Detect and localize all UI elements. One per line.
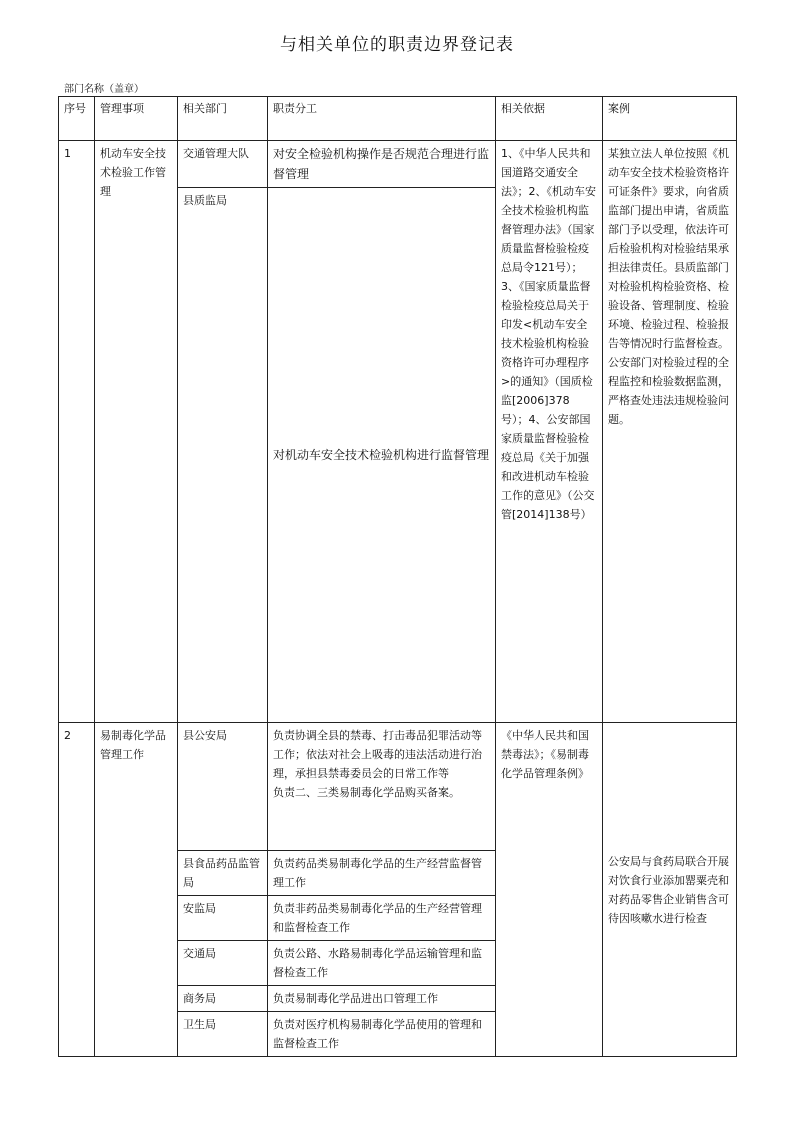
row2-case: 公安局与食药局联合开展对饮食行业添加罂粟壳和对药品零售企业销售含可待因咳嗽水进行检查 — [603, 723, 737, 1057]
row2-dept-2: 县食品药品监管局 — [178, 851, 268, 896]
row1-basis: 1、《中华人民共和国道路交通安全法》；2、《机动车安全技术检验机构监督管理办法》（国家质量监督检验检疫总局令121号）；3、《国家质量监督检验检疫总局关于印发<机动车安全技术检验机构检验资格许可办理程序>的通知》（国质检监[2006]378号）；4、公安部国家质量监督检验检疫总局《关于加强和改进机动车检验工作的意见》（公交管[2014]138号） — [496, 141, 603, 723]
row2-duty-6: 负责对医疗机构易制毒化学品使用的管理和监督检查工作 — [268, 1012, 496, 1057]
row2-dept-4: 交通局 — [178, 941, 268, 986]
row1-dept-2: 县质监局 — [178, 188, 268, 723]
row1-duty-1: 对安全检验机构操作是否规范合理进行监督管理 — [268, 141, 496, 188]
responsibility-table — [58, 96, 737, 1057]
row2-duty-2: 负责药品类易制毒化学品的生产经营监督管理工作 — [268, 851, 496, 896]
row2-dept-6: 卫生局 — [178, 1012, 268, 1057]
header-duty: 职责分工 — [268, 97, 496, 141]
row2-duty-3: 负责非药品类易制毒化学品的生产经营管理和监督检查工作 — [268, 896, 496, 941]
header-basis: 相关依据 — [496, 97, 603, 141]
row1-duty-2: 对机动车安全技术检验机构进行监督管理 — [268, 188, 496, 723]
row2-item: 易制毒化学品管理工作 — [95, 723, 178, 1057]
row2-dept-5: 商务局 — [178, 986, 268, 1012]
row1-seq: 1 — [59, 141, 95, 723]
department-name-label: 部门名称（盖章） — [64, 84, 144, 95]
row1-dept-1: 交通管理大队 — [178, 141, 268, 188]
row2-dept-3: 安监局 — [178, 896, 268, 941]
header-seq: 序号 — [59, 97, 95, 141]
header-case: 案例 — [603, 97, 737, 141]
row2-seq: 2 — [59, 723, 95, 1057]
row2-duty-4: 负责公路、水路易制毒化学品运输管理和监督检查工作 — [268, 941, 496, 986]
row1-case: 某独立法人单位按照《机动车安全技术检验资格许可证条件》要求，向省质监部门提出申请，省质监部门予以受理，依法许可后检验机构对检验结果承担法律责任。县质监部门对检验机构检验资格、检验设备、管理制度、检验环境、检验过程、检验报告等情况时行监督检查。公安部门对检验过程的全程监控和检验数据监测，严格查处违法违规检验问题。 — [603, 141, 737, 723]
row2-duty-1: 负责协调全县的禁毒、打击毒品犯罪活动等工作；依法对社会上吸毒的违法活动进行治理，承担县禁毒委员会的日常工作等 负责二、三类易制毒化学品购买备案。 — [268, 723, 496, 851]
page-title: 与相关单位的职责边界登记表 — [280, 35, 514, 55]
table-header-row — [59, 97, 737, 141]
table-row — [59, 723, 737, 851]
header-item: 管理事项 — [95, 97, 178, 141]
row2-basis: 《中华人民共和国禁毒法》；《易制毒化学品管理条例》 — [496, 723, 603, 1057]
header-dept: 相关部门 — [178, 97, 268, 141]
row2-dept-1: 县公安局 — [178, 723, 268, 851]
row1-item: 机动车安全技术检验工作管理 — [95, 141, 178, 723]
table-row — [59, 141, 737, 188]
row2-duty-5: 负责易制毒化学品进出口管理工作 — [268, 986, 496, 1012]
